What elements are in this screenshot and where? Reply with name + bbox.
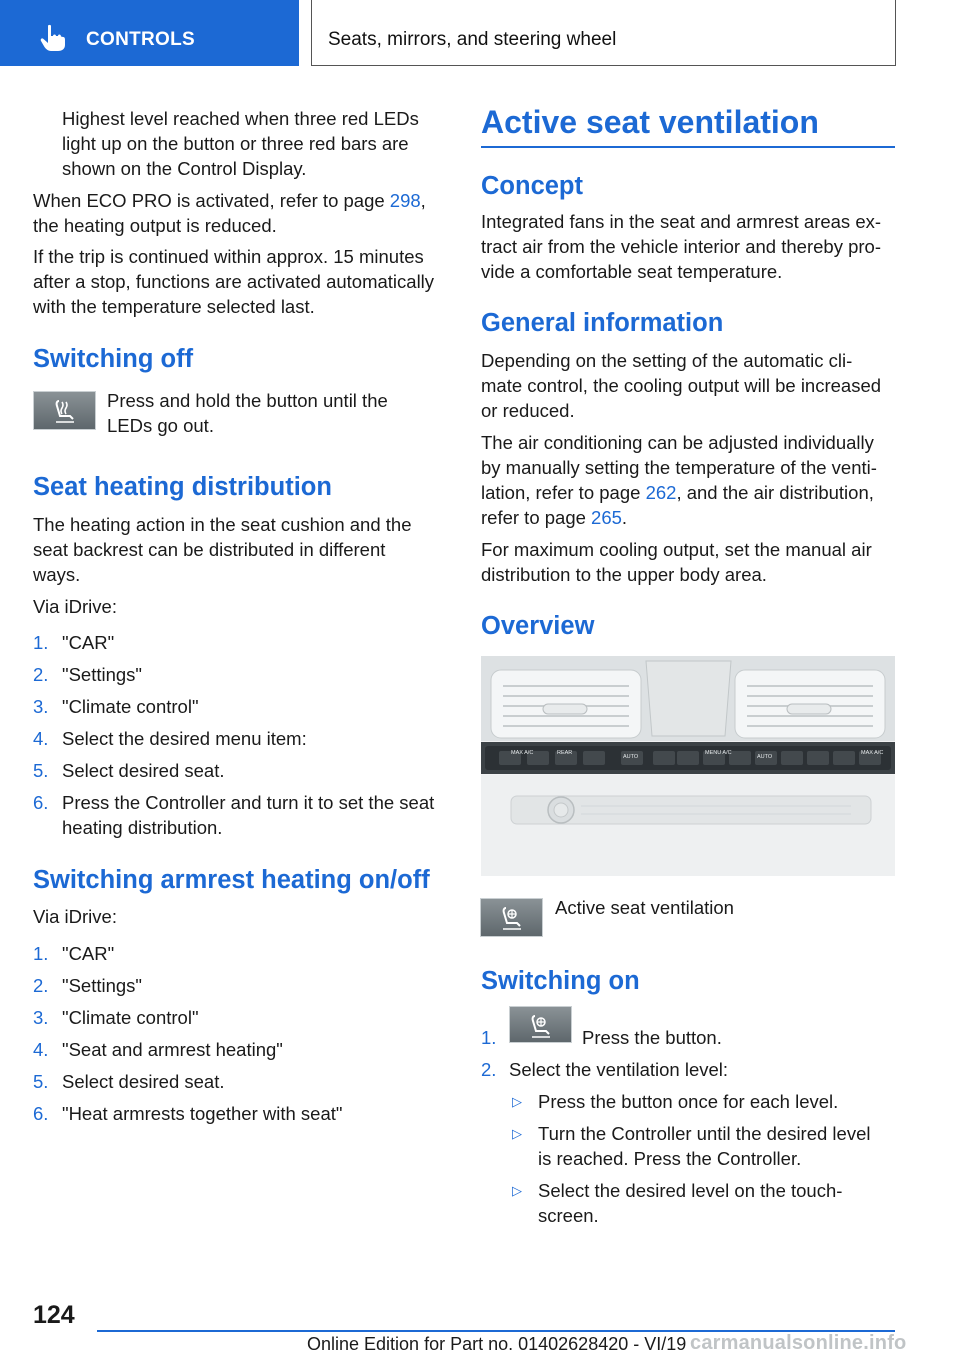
general-text: lation, refer to page [481, 482, 646, 503]
panel-label-menu-ac: MENU A/C [705, 750, 732, 756]
general-line-6 [481, 480, 874, 506]
chapter-title: Seats, mirrors, and steering wheel [328, 29, 617, 50]
bullet-item: Press the button once for each level. [538, 1091, 839, 1112]
bullet-item-continuation: screen. [538, 1205, 599, 1226]
list-item-number: 6. [33, 1103, 49, 1124]
watermark-logo: carmanualsonline.info [690, 1332, 907, 1354]
trip-line-2: after a stop, functions are activated automatically [33, 271, 435, 292]
general-line-1: Depending on the setting of the automatic cli- [481, 350, 853, 371]
heading-overview: Overview [481, 612, 595, 640]
list-item: Press the button. [582, 1027, 722, 1048]
list-item-number: 2. [33, 975, 49, 996]
heading-switching-on: Switching on [481, 967, 640, 995]
icon-caption: Active seat ventilation [555, 897, 734, 918]
concept-line-2: tract air from the vehicle interior and thereby pro- [481, 236, 881, 257]
switching-off-line-1: Press and hold the button until the [107, 390, 388, 411]
general-line-3: or reduced. [481, 400, 575, 421]
general-line-9: distribution to the upper body area. [481, 564, 767, 585]
bullet-triangle-icon: ▷ [512, 1126, 522, 1141]
concept-line-1: Integrated fans in the seat and armrest areas ex- [481, 211, 882, 232]
seat-ventilation-icon [528, 1013, 554, 1040]
general-text: refer to page [481, 507, 592, 528]
list-item-number: 3. [33, 1007, 49, 1028]
pointing-hand-icon [40, 24, 66, 52]
heading-seat-heating-distribution: Seat heating distribution [33, 473, 332, 501]
bullet-item: Select the desired level on the touch- [538, 1180, 843, 1201]
eco-pro-line-1 [33, 188, 426, 214]
list-item: Select desired seat. [62, 760, 225, 781]
list-item-number: 4. [33, 1039, 49, 1060]
page-link-262[interactable]: 262 [645, 482, 677, 503]
distribution-via: Via iDrive: [33, 596, 117, 617]
trip-line-1: If the trip is continued within approx. 15 minutes [33, 246, 424, 267]
list-item-number: 2. [481, 1059, 497, 1080]
concept-line-3: vide a comfortable seat temperature. [481, 261, 783, 282]
list-item-number: 5. [33, 760, 49, 781]
panel-label-rear: REAR [557, 750, 573, 756]
heading-general-information: General information [481, 309, 724, 337]
heading-switching-off: Switching off [33, 345, 194, 373]
panel-label-max-ac-right: MAX A/C [861, 750, 884, 756]
intro-line-3: shown on the Control Display. [62, 158, 307, 179]
chapter-header [311, 0, 896, 66]
page-title: Active seat ventilation [481, 104, 819, 140]
bullet-triangle-icon: ▷ [512, 1183, 522, 1198]
list-item: "Heat armrests together with seat" [62, 1103, 343, 1124]
general-line-7 [481, 505, 627, 531]
seat-heating-button-image [33, 391, 96, 430]
distribution-line-2: seat backrest can be distributed in different [33, 539, 386, 560]
list-item-number: 3. [33, 696, 49, 717]
switching-off-line-2: LEDs go out. [107, 415, 214, 436]
general-line-8: For maximum cooling output, set the manual air [481, 539, 872, 560]
edition-note: Online Edition for Part no. 01402628420 - VI/19 [307, 1334, 687, 1354]
armrest-via: Via iDrive: [33, 906, 117, 927]
general-text: . [621, 507, 628, 528]
intro-line-1: Highest level reached when three red LEDs [62, 108, 419, 129]
list-item: "Climate control" [62, 1007, 199, 1028]
seat-ventilation-button-inline [509, 1006, 572, 1043]
list-item: Select the desired menu item: [62, 728, 307, 749]
page-link-298[interactable]: 298 [389, 190, 421, 211]
list-item: Select the ventilation level: [509, 1059, 729, 1080]
list-item-number: 4. [33, 728, 49, 749]
list-item: "Settings" [62, 975, 142, 996]
general-line-5: by manually setting the temperature of the venti- [481, 457, 877, 478]
list-item: "Seat and armrest heating" [62, 1039, 283, 1060]
list-item-number: 6. [33, 792, 49, 813]
general-text: , and the air distribution, [676, 482, 874, 503]
seat-ventilation-button-image [480, 898, 543, 937]
page-link-265[interactable]: 265 [591, 507, 622, 528]
list-item-continuation: heating distribution. [62, 817, 223, 838]
eco-pro-line-2: the heating output is reduced. [33, 215, 277, 236]
heading-concept: Concept [481, 172, 583, 200]
title-underline [481, 146, 895, 148]
list-item-number: 1. [33, 943, 49, 964]
section-tab-label: CONTROLS [86, 29, 196, 50]
heading-armrest-heating: Switching armrest heating on/off [33, 866, 430, 894]
panel-label-auto-right: AUTO [757, 754, 773, 760]
panel-label-auto-left: AUTO [623, 754, 639, 760]
seat-heating-icon [52, 398, 78, 425]
trip-line-3: with the temperature selected last. [33, 296, 315, 317]
eco-pro-text: When ECO PRO is activated, refer to page [33, 190, 390, 211]
list-item: Select desired seat. [62, 1071, 225, 1092]
page-number: 124 [33, 1301, 75, 1329]
general-line-4: The air conditioning can be adjusted individually [481, 432, 874, 453]
distribution-line-1: The heating action in the seat cushion and the [33, 514, 412, 535]
general-line-2: mate control, the cooling output will be increased [481, 375, 882, 396]
list-item: "Settings" [62, 664, 142, 685]
list-item: "CAR" [62, 943, 115, 964]
list-item-number: 5. [33, 1071, 49, 1092]
list-item-number: 1. [33, 632, 49, 653]
panel-label-max-ac: MAX A/C [511, 750, 534, 756]
list-item-number: 1. [481, 1027, 497, 1048]
list-item: "Climate control" [62, 696, 199, 717]
eco-pro-comma: , [420, 190, 426, 211]
seat-ventilation-icon [499, 905, 525, 932]
list-item: Press the Controller and turn it to set the seat [62, 792, 435, 813]
bullet-item-continuation: is reached. Press the Controller. [538, 1148, 802, 1169]
intro-line-2: light up on the button or three red bars are [62, 133, 409, 154]
distribution-line-3: ways. [33, 564, 81, 585]
list-item: "CAR" [62, 632, 115, 653]
bullet-triangle-icon: ▷ [512, 1094, 522, 1109]
list-item-number: 2. [33, 664, 49, 685]
climate-panel-photo [481, 656, 895, 876]
section-tab[interactable] [0, 0, 299, 66]
bullet-item: Turn the Controller until the desired level [538, 1123, 871, 1144]
climate-panel-illustration [481, 656, 895, 876]
